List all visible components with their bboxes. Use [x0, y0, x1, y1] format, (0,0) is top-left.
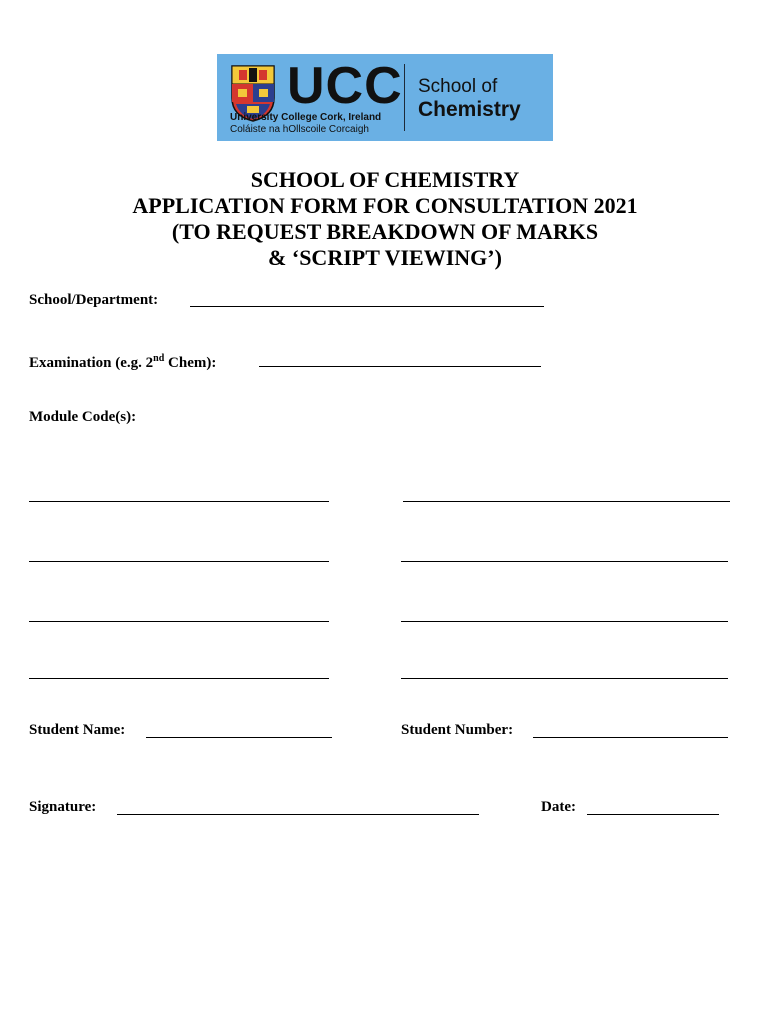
examination-label [29, 350, 216, 372]
module-codes-label: Module Code(s): [29, 409, 137, 425]
university-irish-name: Coláiste na hOllscoile Corcaigh [230, 124, 369, 135]
examination-label-sup: nd [153, 353, 165, 364]
module-code-field-3[interactable] [29, 561, 329, 562]
module-code-field-8[interactable] [401, 678, 728, 679]
form-title-line1: SCHOOL OF CHEMISTRY [250, 167, 520, 192]
university-name: University College Cork, Ireland [230, 112, 382, 123]
date-field[interactable] [587, 814, 719, 815]
signature-field[interactable] [117, 814, 479, 815]
module-code-field-5[interactable] [29, 621, 329, 622]
module-code-field-7[interactable] [29, 678, 329, 679]
student-name-label: Student Name: [29, 722, 126, 738]
form-title-line2: APPLICATION FORM FOR CONSULTATION 2021 [132, 193, 638, 218]
module-code-field-6[interactable] [401, 621, 728, 622]
student-number-label: Student Number: [401, 722, 514, 738]
school-label-line2: Chemistry [418, 98, 521, 121]
student-name-field[interactable] [146, 737, 332, 738]
examination-label-prefix: Examination (e.g. 2 [29, 355, 154, 371]
student-number-field[interactable] [533, 737, 728, 738]
logo-divider [404, 64, 405, 131]
form-title-line3: (TO REQUEST BREAKDOWN OF MARKS [171, 219, 599, 244]
date-label: Date: [541, 799, 576, 815]
ucc-school-of-chemistry-logo [217, 54, 553, 141]
ucc-wordmark: UCC [287, 57, 403, 115]
school-department-label: School/Department: [29, 292, 159, 308]
school-label-line1: School of [418, 76, 498, 97]
module-code-field-1[interactable] [29, 501, 329, 502]
signature-label: Signature: [29, 799, 97, 815]
examination-label-suffix: Chem): [164, 355, 217, 371]
module-code-field-2[interactable] [403, 501, 730, 502]
form-title-line4: & ‘SCRIPT VIEWING’) [268, 245, 502, 270]
school-department-field[interactable] [190, 306, 544, 307]
examination-field[interactable] [259, 366, 541, 367]
module-code-field-4[interactable] [401, 561, 728, 562]
